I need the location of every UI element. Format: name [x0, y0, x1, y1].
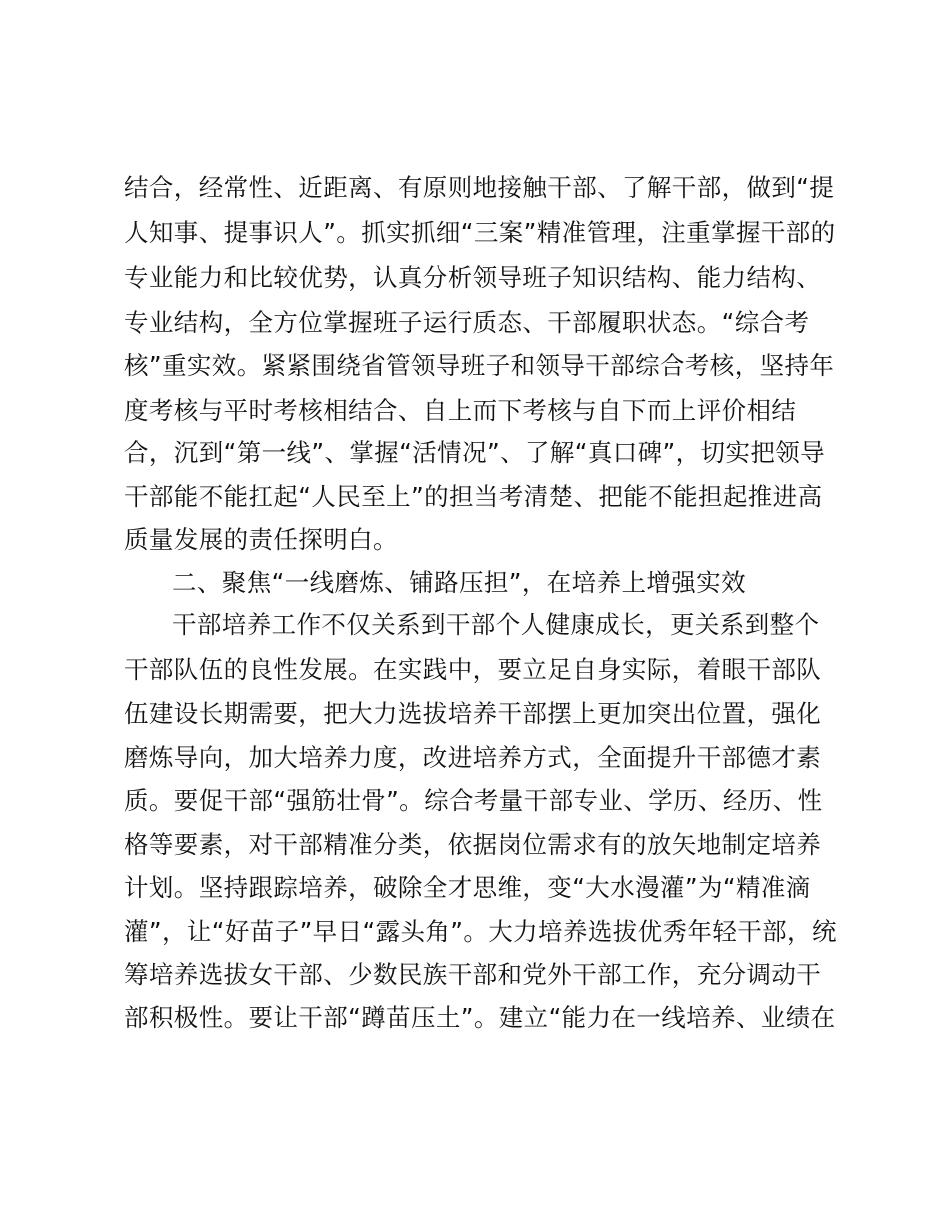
body-line: 灌”，让“好苗子”早日“露头角”。大力培养选拔优秀年轻干部，统	[124, 917, 837, 946]
body-line: 部积极性。要让干部“蹲苗压土”。建立“能力在一线培养、业绩在	[124, 1003, 836, 1032]
body-line: 度考核与平时考核相结合、自上而下考核与自下而上评价相结	[124, 396, 797, 425]
body-line: 人知事、提事识人”。抓实抓细“三案”精准管理，注重掌握干部的	[124, 218, 836, 247]
body-line: 专业结构，全方位掌握班子运行质态、干部履职状态。“综合考	[124, 308, 810, 337]
body-line: 结合，经常性、近距离、有原则地接触干部、了解干部，做到“提	[124, 173, 835, 202]
body-line: 筹培养选拔女干部、少数民族干部和党外干部工作，充分调动干	[124, 960, 822, 989]
section-heading: 二、聚焦“一线磨炼、铺路压担”，在培养上增强实效	[172, 568, 746, 597]
body-line: 质量发展的责任探明白。	[124, 525, 398, 554]
body-line: 质。要促干部“强筋壮骨”。综合考量干部专业、学历、经历、性	[124, 786, 823, 815]
body-line: 干部队伍的良性发展。在实践中，要立足自身实际，着眼干部队	[124, 655, 822, 684]
body-line: 合，沉到“第一线”、掌握“活情况”、了解“真口碑”，切实把领导	[124, 438, 826, 467]
body-line: 磨炼导向，加大培养力度，改进培养方式，全面提升干部德才素	[124, 743, 822, 772]
body-line: 伍建设长期需要，把大力选拔培养干部摆上更加突出位置，强化	[124, 699, 822, 728]
body-line: 核”重实效。紧紧围绕省管领导班子和领导干部综合考核，坚持年	[124, 351, 835, 380]
body-line: 格等要素，对干部精准分类，依据岗位需求有的放矢地制定培养	[124, 830, 822, 859]
paragraph-start-line: 干部培养工作不仅关系到干部个人健康成长，更关系到整个	[172, 610, 820, 639]
body-line: 计划。坚持跟踪培养，破除全才思维，变“大水漫灌”为“精准滴	[124, 873, 811, 902]
body-line: 干部能不能扛起“人民至上”的担当考清楚、把能不能担起推进高	[124, 482, 823, 511]
body-line: 专业能力和比较优势，认真分析领导班子知识结构、能力结构、	[124, 263, 822, 292]
